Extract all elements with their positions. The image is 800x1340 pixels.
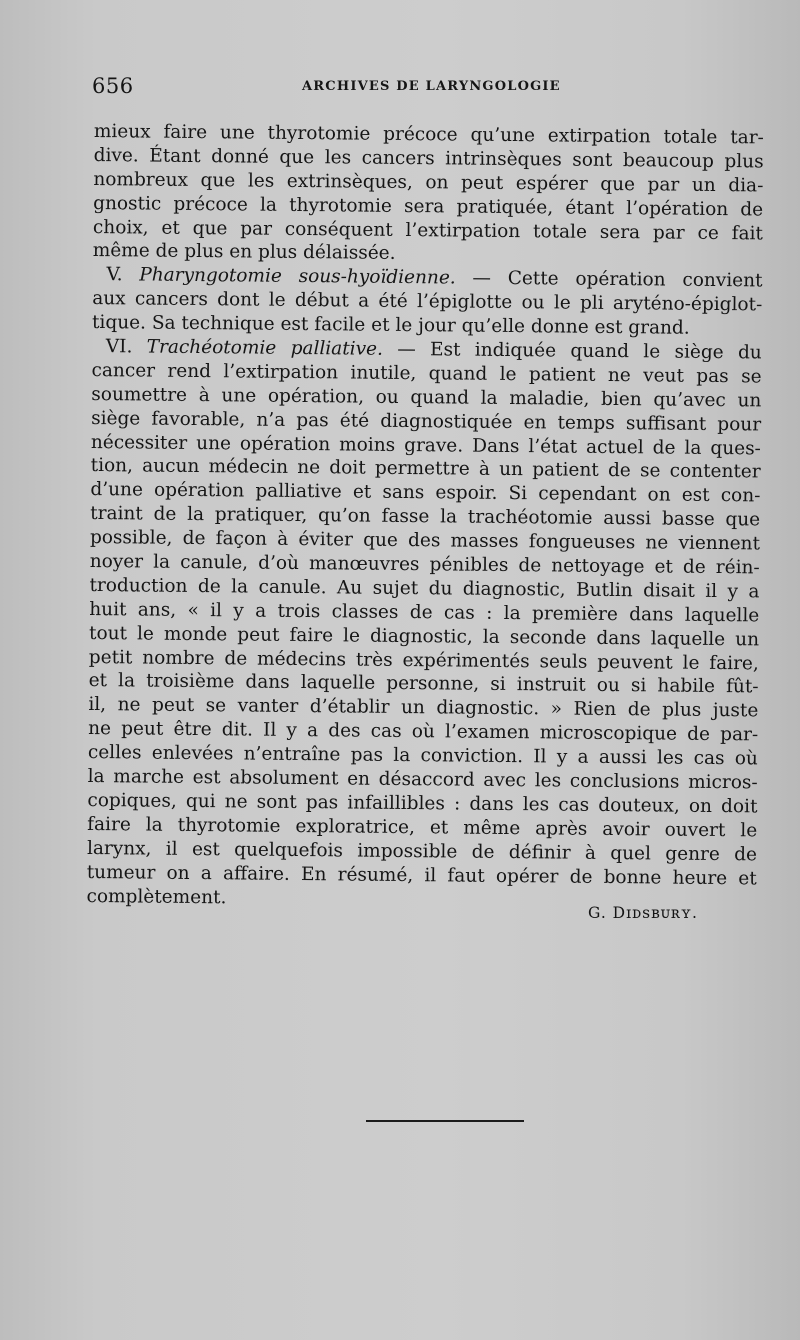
text-line: nombreux que les extrinsèques, on peut espérer que par un dia- [93, 168, 764, 197]
section-title: Trachéotomie palliative. [146, 336, 384, 360]
section-text: — Cette opération convient [455, 267, 763, 292]
text-line: tion, aucun médecin ne doit permettre à un patient de se contenter [90, 455, 761, 483]
text-line: ne peut être dit. Il y a des cas où l’examen microscopique de par- [88, 718, 759, 746]
text-line: dive. Étant donné que les cancers intrinsèques sont beaucoup plus [93, 144, 764, 173]
text-line: complètement. [86, 885, 227, 908]
text-line: gnostic précoce la thyrotomie sera pratiquée, étant l’opération de [93, 192, 764, 221]
section-title: Pharyngotomie sous-hyoïdienne. [139, 264, 456, 289]
text-line: aux cancers dont le début a été l’épiglotte ou le pli aryténo-épiglot- [92, 288, 763, 316]
section-text: — Est indiquée quand le siège du [382, 338, 762, 364]
section-number: V. [106, 264, 123, 286]
page-number: 656 [92, 74, 134, 98]
text-line: cancer rend l’extirpation inutile, quand le patient ne veut pas se [91, 359, 762, 388]
section-divider-rule [366, 1120, 524, 1122]
text-line: nécessiter une opération moins grave. Dans l’état actuel de la ques- [90, 431, 761, 459]
text-line: traint de la pratiquer, qu’on fasse la trachéotomie aussi basse que [90, 503, 761, 531]
running-head: ARCHIVES DE LARYNGOLOGIE [302, 79, 561, 94]
page-header [92, 74, 772, 100]
text-line: mieux faire une thyrotomie précoce qu’une extirpation totale tar- [93, 120, 764, 149]
text-line: choix, et que par conséquent l’extirpation totale sera par ce fait [92, 216, 764, 244]
text-line: huit ans, « il y a trois classes de cas : la première dans laquelle [89, 598, 760, 627]
text-line: d’une opération palliative et sans espoir. Si cependant on est con- [90, 479, 761, 507]
author-signature: G. Dɪᴅsʙᴜʀʏ. [588, 904, 698, 922]
text-line: copiques, qui ne sont pas infaillibles : dans les cas douteux, on doit [87, 789, 758, 818]
text-line: tique. Sa technique est facile et le jour qu’elle donne est grand. [91, 312, 690, 339]
text-line: noyer la canule, d’où manœuvres pénibles de nettoyage et de réin- [89, 551, 760, 579]
text-line: tout le monde peut faire le diagnostic, la seconde dans laquelle un [88, 622, 760, 651]
text-line: possible, de façon à éviter que des masses fongueuses ne viennent [89, 527, 761, 555]
text-line: siège favorable, n’a pas été diagnostiquée en temps suffisant pour [91, 407, 762, 436]
text-line: petit nombre de médecins très expérimentés seuls peuvent le faire, [88, 646, 759, 674]
text-line: tumeur on a affaire. En résumé, il faut opérer de bonne heure et [86, 861, 757, 890]
text-line: et la troisième dans laquelle personne, si instruit ou si habile fût- [88, 670, 759, 698]
text-line: même de plus en plus délaissée. [92, 240, 396, 265]
text-line: celles enlevées n’entraîne pas la conviction. Il y a aussi les cas où [87, 742, 758, 770]
text-line: la marche est absolument en désaccord avec les conclusions micros- [87, 766, 758, 794]
text-line: larynx, il est quelquefois impossible de définir à quel genre de [86, 837, 758, 866]
text-line: troduction de la canule. Au sujet du diagnostic, Butlin disait il y a [89, 574, 760, 603]
body-text [86, 120, 764, 915]
section-number: VI. [105, 336, 133, 358]
text-line: soumettre à une opération, ou quand la maladie, bien qu’avec un [91, 383, 762, 412]
text-line: il, ne peut se vanter d’établir un diagnostic. » Rien de plus juste [88, 694, 759, 722]
text-line: faire la thyrotomie exploratrice, et même après avoir ouvert le [87, 813, 758, 842]
